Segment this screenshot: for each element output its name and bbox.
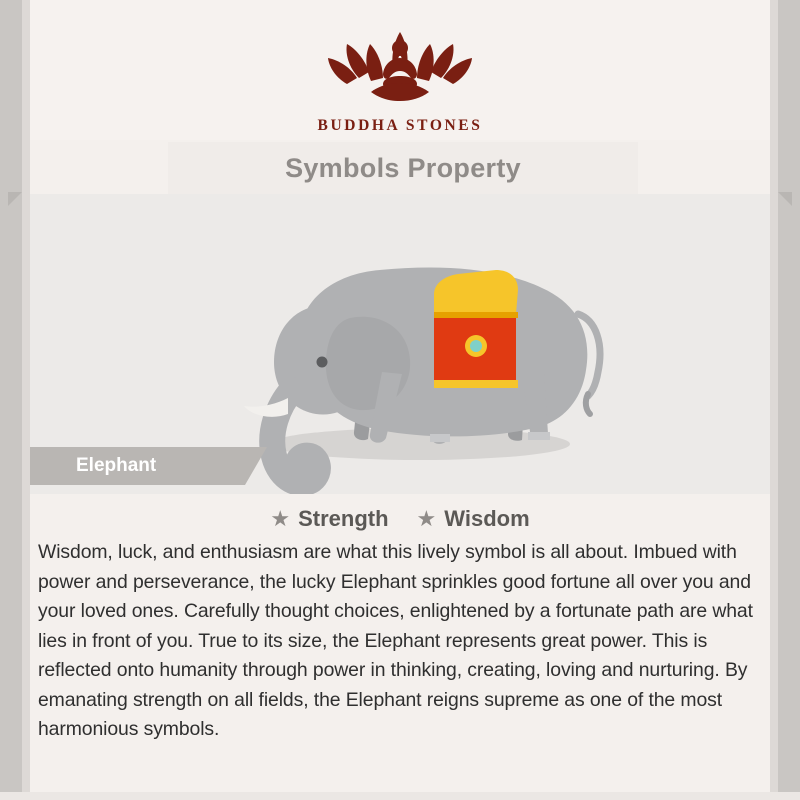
logo-block bbox=[30, 18, 770, 135]
right-edge-band bbox=[778, 0, 800, 800]
attribute-label-wisdom: Wisdom bbox=[444, 506, 530, 531]
brand-header bbox=[30, 0, 770, 140]
right-edge-inner-band bbox=[770, 0, 778, 800]
brand-name: BUDDHA STONES bbox=[317, 117, 483, 134]
lotus-meditation-figure-icon bbox=[30, 18, 770, 113]
bottom-strip bbox=[0, 792, 800, 800]
attribute-item-wisdom bbox=[417, 506, 530, 532]
left-edge-band bbox=[0, 0, 22, 800]
symbol-label: Elephant bbox=[76, 455, 157, 476]
left-edge-inner-band bbox=[22, 0, 30, 800]
decor-arrow-left bbox=[8, 192, 22, 206]
description-text: Wisdom, luck, and enthusiasm are what this lively symbol is all about. Imbued with power and perseverance, the lucky Elephant sprinkles good fortune all over you and your loved ones. Carefully thought choices, enlightened by a fortunate path are what lies in front of you. True to its size, the Elephant represents great power. This is reflected onto humanity through power in thinking, creating, loving and nurturing. By emanating strength on all fields, the Elephant reigns supreme as one of the most harmonious symbols. bbox=[38, 541, 753, 740]
attribute-label-strength: Strength bbox=[298, 506, 389, 531]
ribbon-notch bbox=[245, 447, 267, 485]
page-title-band bbox=[168, 142, 638, 194]
star-icon: ★ bbox=[270, 506, 291, 531]
decor-arrow-right bbox=[778, 192, 792, 206]
symbol-label-ribbon bbox=[30, 447, 245, 485]
attribute-item-strength bbox=[270, 506, 388, 532]
page-title: Symbols Property bbox=[285, 152, 521, 183]
attribute-list bbox=[30, 506, 770, 532]
star-icon: ★ bbox=[416, 506, 437, 531]
